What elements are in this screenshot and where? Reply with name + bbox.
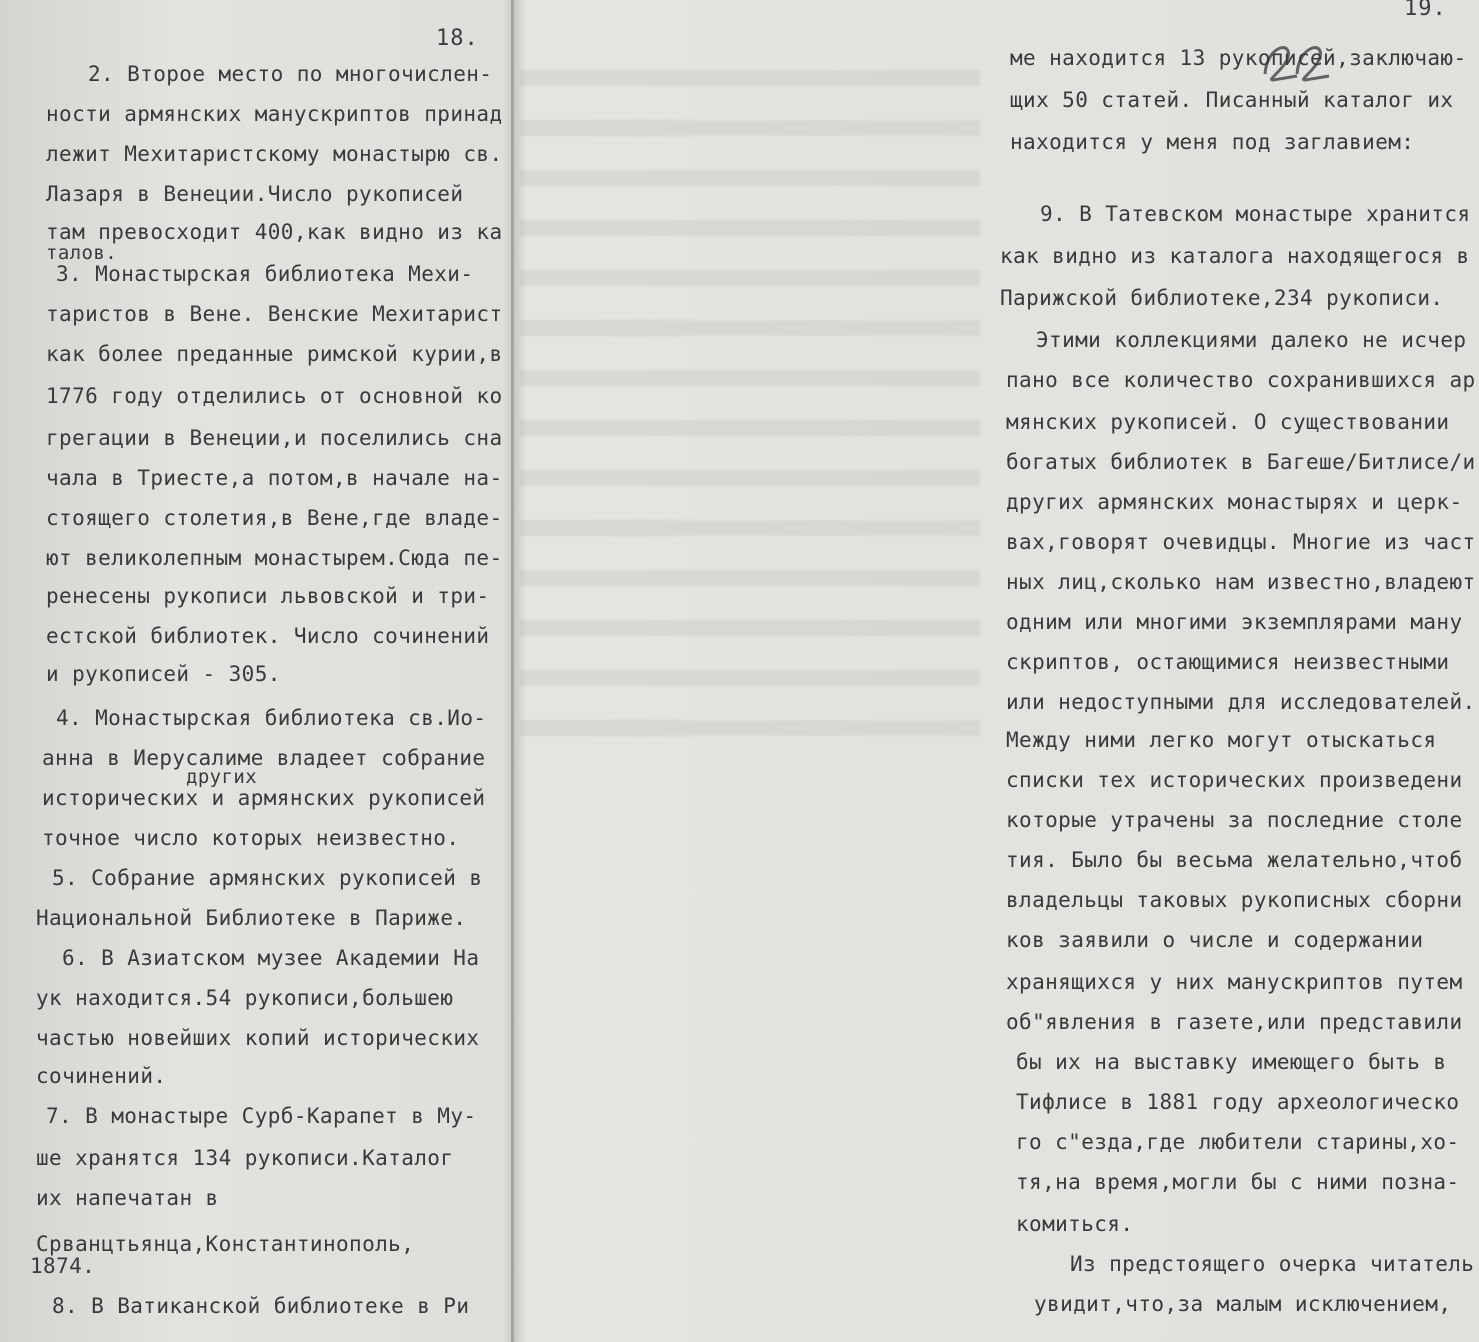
text-line: находится у меня под заглавием: <box>1010 130 1415 154</box>
text-line: ше хранятся 134 рукописи.Каталог <box>36 1146 454 1170</box>
text-line: 1776 году отделились от основной ко <box>46 384 503 408</box>
text-line: Срванцтьянца,Константинополь, <box>36 1232 415 1256</box>
text-line: чала в Триесте,а потом,в начале на- <box>46 466 503 490</box>
text-line: исторических и армянских рукописей <box>42 786 486 810</box>
text-line: одним или многими экземплярами ману <box>1006 610 1463 634</box>
text-line: пано все количество сохранившихся ар <box>1006 368 1476 392</box>
text-line: 9. В Татевском монастыре хранится <box>1040 202 1471 226</box>
text-line: мянских рукописей. О существовании <box>1006 410 1450 434</box>
text-line: Национальной Библиотеке в Париже. <box>36 906 467 930</box>
text-line: 4. Монастырская библиотека св.Ио- <box>56 706 487 730</box>
text-line: ренесены рукописи львовской и три- <box>46 584 490 608</box>
bleed-through-text <box>520 40 980 760</box>
page-gutter <box>511 0 514 1342</box>
text-line: и рукописей - 305. <box>46 662 281 686</box>
text-line: тия. Было бы весьма желательно,чтоб <box>1006 848 1463 872</box>
text-line: щих 50 статей. Писанный каталог их <box>1010 88 1454 112</box>
text-line: точное число которых неизвестно. <box>42 826 460 850</box>
text-line: списки тех исторических произведени <box>1006 768 1463 792</box>
text-line: которые утрачены за последние столе <box>1006 808 1463 832</box>
text-line: ков заявили о числе и содержании <box>1006 928 1424 952</box>
text-line: Лазаря в Венеции.Число рукописей <box>46 182 464 206</box>
text-line: тя,на время,могли бы с ними позна- <box>1016 1170 1460 1194</box>
text-line: или недоступными для исследователей. <box>1006 690 1476 714</box>
text-line: сочинений. <box>36 1064 167 1088</box>
text-line: ных лиц,сколько нам известно,владеют <box>1006 570 1476 594</box>
text-line: как видно из каталога находящегося в <box>1000 244 1470 268</box>
text-line: их напечатан в <box>36 1186 219 1210</box>
text-line: Из предстоящего очерка читатель <box>1070 1252 1475 1276</box>
text-line: Тифлисе в 1881 году археологическо <box>1016 1090 1460 1114</box>
text-line: других армянских монастырях и церк- <box>1006 490 1463 514</box>
text-line: го с"езда,где любители старины,хо- <box>1016 1130 1460 1154</box>
text-line: стоящего столетия,в Вене,где владе- <box>46 506 503 530</box>
text-line: там превосходит 400,как видно из ка <box>46 220 503 244</box>
text-line: комиться. <box>1016 1212 1134 1236</box>
text-line: как более преданные римской курии,в <box>46 342 503 366</box>
text-line: 6. В Азиатском музее Академии На <box>62 946 480 970</box>
text-line: Между ними легко могут отыскаться <box>1006 728 1437 752</box>
page-number-left: 18. <box>436 26 479 51</box>
text-line: ют великолепным монастырем.Сюда пе- <box>46 546 503 570</box>
text-line: 2. Второе место по многочислен- <box>88 62 493 86</box>
text-line: хранящихся у них манускриптов путем <box>1006 970 1463 994</box>
text-line: анна в Иерусалиме владеет собрание <box>42 746 486 770</box>
text-line: талов. <box>46 242 118 264</box>
text-line: таристов в Вене. Венские Мехитарист <box>46 302 503 326</box>
text-line: лежит Мехитаристскому монастырю св. <box>46 142 503 166</box>
text-line: других <box>186 766 258 788</box>
text-line: увидит,что,за малым исключением, <box>1034 1292 1452 1316</box>
text-line: 7. В монастыре Сурб-Карапет в Му- <box>46 1104 477 1128</box>
text-line: ме находится 13 рукописей,заключаю- <box>1010 46 1467 70</box>
text-line: ности армянских манускриптов принад <box>46 102 503 126</box>
text-line: бы их на выставку имеющего быть в <box>1016 1050 1447 1074</box>
text-line: владельцы таковых рукописных сборни <box>1006 888 1463 912</box>
text-line: 3. Монастырская библиотека Мехи- <box>56 262 474 286</box>
text-line: 8. В Ватиканской библиотеке в Ри <box>52 1294 470 1318</box>
text-line: ук находится.54 рукописи,большею <box>36 986 454 1010</box>
text-line: вах,говорят очевидцы. Многие из част <box>1006 530 1476 554</box>
text-line: 5. Собрание армянских рукописей в <box>52 866 483 890</box>
text-line: естской библиотек. Число сочинений <box>46 624 490 648</box>
text-line: Этими коллекциями далеко не исчер <box>1036 328 1467 352</box>
text-line: 1874. <box>30 1254 96 1278</box>
text-line: об"явления в газете,или представили <box>1006 1010 1463 1034</box>
text-line: скриптов, остающимися неизвестными <box>1006 650 1450 674</box>
text-line: богатых библиотек в Багеше/Битлисе/и <box>1006 450 1476 474</box>
text-line: грегации в Венеции,и поселились сна <box>46 426 503 450</box>
text-line: Парижской библиотеке,234 рукописи. <box>1000 286 1444 310</box>
text-line: частью новейших копий исторических <box>36 1026 480 1050</box>
page-number-right: 19. <box>1404 0 1447 21</box>
